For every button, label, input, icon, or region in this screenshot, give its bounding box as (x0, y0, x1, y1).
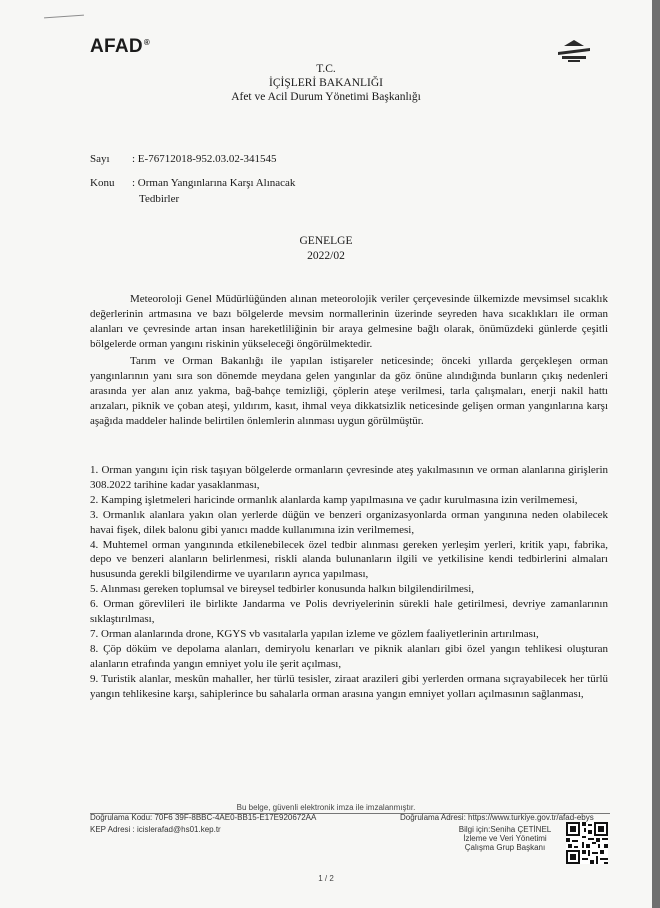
list-item: 3. Ormanlık alanlara yakın olan yerlerde düğün ve benzeri organizasyonlarda orman yangınına neden olabilecek havai fişek, dilek balonu gibi yanıcı madde kullanımına izin verilmemesi, (90, 508, 608, 536)
title-number: 2022/02 (307, 250, 345, 262)
scan-edge (652, 0, 660, 908)
list-item: 4. Muhtemel orman yangınında etkilenebilecek özel tedbir alınması gereken yerleşim yerleri, kritik yapı, fabrika, depo ve benzeri alanların belirlenmesi, riskli alanda bulunanların ilgili ve yetkilisine kendi tedbirlerini almaları hususunda gerekli bilgilendirme ve uyarıların ayrıca yapılması, (90, 538, 608, 581)
contact-role: Çalışma Grup Başkanı (464, 843, 546, 852)
list-item: 1. Orman yangını için risk taşıyan bölgelerde ormanların çevresinde ateş yakılmasının ve orman alanlarına girişlerin 308.2022 tarihine kadar yasaklanması, (90, 464, 608, 491)
header-presidency: Afet ve Acil Durum Yönetimi Başkanlığı (231, 91, 421, 103)
konu-value: : Orman Yangınlarına Karşı Alınacak (132, 177, 296, 189)
sayi-value: : E-76712018-952.03.02-341545 (132, 153, 277, 165)
list-item: 9. Turistik alanlar, meskûn mahaller, her türlü tesisler, ziraat arazileri gibi yerlerden ormana sıçrayabilecek her türlü yangın tehlikesine karşı, sahiplerince bu sahalarla orman arasına yangın emniyet yolları açılmasının sağlanması, (90, 672, 608, 700)
header-ministry: İÇİŞLERİ BAKANLIĞI (268, 77, 384, 89)
page-number: 1 / 2 (318, 874, 334, 883)
title-genelge: GENELGE (299, 235, 353, 247)
scan-mark (44, 15, 84, 19)
e-signature-note: Bu belge, güvenli elektronik imza ile imzalanmıştır. (236, 803, 416, 812)
body-text (90, 292, 608, 429)
seal-emblem-icon (556, 38, 592, 64)
document-header (0, 62, 652, 104)
contact-name: Bilgi için:Seniha ÇETİNEL (458, 825, 552, 834)
list-item: 6. Orman görevlileri ile birlikte Jandarma ve Polis devriyelerinin sürekli hale getirilmesi, devriye zamanlarının sıklaştırılması, (90, 598, 608, 626)
sayi-row (90, 152, 277, 167)
document-title (0, 234, 652, 264)
measures-list (90, 463, 608, 702)
konu-row (90, 176, 295, 191)
paragraph: Tarım ve Orman Bakanlığı ile yapılan istişareler neticesinde; önceki yıllarda gerçekleşen orman yangınlarının yanı sıra son dönemde meydana gelen yangınlar da göz önüne alındığında bunların çıkış nedenleri arasında yer alan anız yakma, bağ-bahçe temizliği, çöplerin ateşe verilmesi, tarla çalışmaları, enerji nakil hattı arızaları, piknik ve çoban ateşi, yıldırım, kasıt, ihmal veya dikkatsizlik neticesinde gelişen orman yangınlarına karşı aşağıda maddeler halinde belirtilen önlemlerin alınması uygun görülmüştür. (90, 355, 608, 427)
verification-code: Doğrulama Kodu: 70F6 39F-8BBC-4AE0-BB15-E17E920672AA (90, 813, 317, 822)
verification-address: Doğrulama Adresi: https://www.turkiye.gov.tr/afad-ebys (400, 813, 594, 822)
list-item: 5. Alınması gereken toplumsal ve bireysel tedbirler konusunda halkın bilgilendirilmesi, (90, 583, 475, 596)
contact-unit: İzleme ve Veri Yönetimi (463, 834, 547, 843)
konu-value-line2: Tedbirler (139, 193, 180, 205)
header-tc: T.C. (316, 63, 336, 75)
paragraph: Meteoroloji Genel Müdürlüğünden alınan meteorolojik veriler çerçevesinde ülkemizde mevsimsel sıcaklık değerlerinin artmasına ve bazı bölgelerde mevsim normallerinin üzerinde seyreden hava sıcaklıkları ile orman alanları ve çevresinde artan insan hareketliliğinin bir araya gelmesine bağlı olarak, önümüzdeki günlerde çeşitli bölgelerde orman yangını riskinin yükseleceği öngörülmektedir. (90, 293, 608, 350)
afad-logo: AFAD® (90, 36, 151, 57)
sayi-label: Sayı (90, 153, 110, 165)
list-item: 8. Çöp döküm ve depolama alanları, demiryolu kenarları ve piknik alanları gibi özel yangın tehlikesi oluşturan alanların etrafında yangın emniyet yolu ile şerit açılması, (90, 642, 608, 670)
qr-code-icon (566, 822, 608, 864)
list-item: 7. Orman alanlarında drone, KGYS vb vasıtalarla yapılan izleme ve gözlem faaliyetlerinin artırılması, (90, 627, 539, 640)
konu-label: Konu (90, 177, 115, 189)
contact-info (450, 825, 560, 852)
list-item: 2. Kamping işletmeleri haricinde ormanlık alanlarda kamp yapılmasına ve çadır kurulmasına izin verilmemesi, (90, 493, 578, 506)
kep-address: KEP Adresi : icislerafad@hs01.kep.tr (90, 825, 221, 834)
